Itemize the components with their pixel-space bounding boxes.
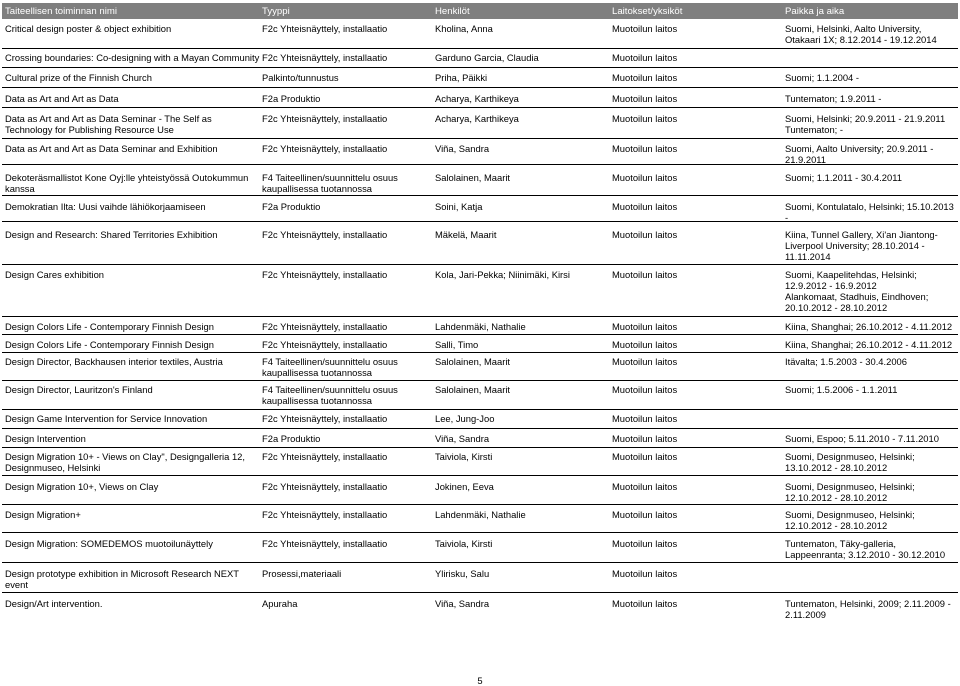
cell-name (5, 568, 259, 590)
cell-unit (612, 568, 782, 579)
cell-place (785, 23, 957, 45)
table-header (2, 3, 958, 19)
cell-persons (435, 568, 610, 579)
column-header-persons: Henkilöt (435, 6, 470, 17)
cell-line: Critical design poster & object exhibition (5, 23, 172, 34)
cell-persons (435, 433, 610, 444)
cell-name (5, 143, 259, 154)
cell-unit (612, 113, 782, 124)
cell-type (262, 143, 430, 154)
cell-line: kaupallisessa tuotannossa (262, 367, 372, 378)
cell-line: Suomi; 1.1.2004 - (785, 72, 860, 83)
cell-line: Muotoilun laitos (612, 23, 678, 34)
cell-persons (435, 538, 610, 549)
cell-line: Design Director, Backhausen interior textiles, Austria (5, 356, 223, 367)
cell-line: Design/Art intervention. (5, 598, 103, 609)
cell-line: F2c Yhteisnäyttely, installaatio (262, 321, 388, 332)
cell-line: F2c Yhteisnäyttely, installaatio (262, 52, 388, 63)
cell-line: Crossing boundaries: Co-designing with a Mayan Community (5, 52, 260, 63)
cell-line: F2c Yhteisnäyttely, installaatio (262, 339, 388, 350)
cell-line: - (785, 212, 789, 223)
cell-type (262, 538, 430, 549)
cell-type (262, 413, 430, 424)
cell-line: F2c Yhteisnäyttely, installaatio (262, 538, 388, 549)
cell-unit (612, 413, 782, 424)
row-divider (2, 195, 958, 196)
cell-line: F2c Yhteisnäyttely, installaatio (262, 23, 388, 34)
cell-unit (612, 481, 782, 492)
cell-line: kaupallisessa tuotannossa (262, 183, 372, 194)
cell-type (262, 52, 430, 63)
cell-line: Design Director, Lauritzon's Finland (5, 384, 153, 395)
cell-name (5, 451, 259, 473)
cell-line: Tuntematon, Helsinki, 2009; 2.11.2009 - (785, 598, 951, 609)
column-header-type: Tyyppi (262, 6, 290, 17)
cell-name (5, 433, 259, 444)
cell-line: Palkinto/tunnustus (262, 72, 339, 83)
cell-place (785, 113, 957, 135)
cell-line: Technology for Publishing Resource Use (5, 124, 174, 135)
row-divider (2, 264, 958, 265)
cell-line: kaupallisessa tuotannossa (262, 395, 372, 406)
cell-line: F4 Taiteellinen/suunnittelu osuus (262, 384, 398, 395)
row-divider (2, 428, 958, 429)
cell-line: Muotoilun laitos (612, 413, 678, 424)
cell-line: Muotoilun laitos (612, 269, 678, 280)
cell-line: Kiina, Tunnel Gallery, Xi'an Jiantong- (785, 229, 938, 240)
cell-line: 13.10.2012 - 28.10.2012 (785, 462, 888, 473)
cell-line: Muotoilun laitos (612, 72, 678, 83)
cell-line: Suomi, Designmuseo, Helsinki; (785, 481, 915, 492)
cell-place (785, 509, 957, 531)
cell-name (5, 172, 259, 194)
cell-line: Design Colors Life - Contemporary Finnish Design (5, 321, 214, 332)
cell-type (262, 451, 430, 462)
cell-line: 21.9.2011 (785, 154, 827, 165)
cell-persons (435, 509, 610, 520)
cell-persons (435, 451, 610, 462)
cell-unit (612, 321, 782, 332)
cell-type (262, 481, 430, 492)
cell-line: Muotoilun laitos (612, 481, 678, 492)
cell-name (5, 269, 259, 280)
cell-line: Suomi; 1.1.2011 - 30.4.2011 (785, 172, 902, 183)
cell-name (5, 509, 259, 520)
cell-line: Acharya, Karthikeya (435, 113, 519, 124)
cell-line: Design Cares exhibition (5, 269, 105, 280)
row-divider (2, 138, 958, 139)
column-header-place-time: Paikka ja aika (785, 6, 845, 17)
cell-line: Salolainen, Maarit (435, 172, 511, 183)
cell-place (785, 538, 957, 560)
cell-line: 20.10.2012 - 28.10.2012 (785, 302, 888, 313)
cell-name (5, 538, 259, 549)
cell-type (262, 356, 430, 378)
cell-line: Lahdenmäki, Nathalie (435, 321, 526, 332)
cell-line: Suomi, Aalto University; 20.9.2011 - (785, 143, 934, 154)
cell-name (5, 52, 259, 63)
cell-unit (612, 93, 782, 104)
cell-type (262, 384, 430, 406)
cell-unit (612, 201, 782, 212)
cell-persons (435, 23, 610, 34)
cell-line: Tuntematon; 1.9.2011 - (785, 93, 882, 104)
row-divider (2, 352, 958, 353)
cell-place (785, 481, 957, 503)
cell-persons (435, 201, 610, 212)
cell-name (5, 413, 259, 424)
cell-line: F4 Taiteellinen/suunnittelu osuus (262, 356, 398, 367)
cell-line: Ylirisku, Salu (435, 568, 490, 579)
cell-line: F4 Taiteellinen/suunnittelu osuus (262, 172, 398, 183)
cell-type (262, 229, 430, 240)
cell-line: Muotoilun laitos (612, 321, 678, 332)
cell-place (785, 339, 957, 350)
cell-line: Data as Art and Art as Data Seminar - The Self as (5, 113, 212, 124)
cell-unit (612, 269, 782, 280)
cell-persons (435, 113, 610, 124)
cell-place (785, 201, 957, 223)
cell-line: F2c Yhteisnäyttely, installaatio (262, 509, 388, 520)
cell-place (785, 433, 957, 444)
cell-line: Viña, Sandra (435, 433, 490, 444)
cell-line: Taiviola, Kirsti (435, 451, 493, 462)
cell-line: Tuntematon, Täky-galleria, (785, 538, 896, 549)
row-divider (2, 107, 958, 108)
row-divider (2, 316, 958, 317)
cell-line: Muotoilun laitos (612, 52, 678, 63)
cell-line: 12.10.2012 - 28.10.2012 (785, 520, 888, 531)
cell-unit (612, 339, 782, 350)
cell-line: Design Game Intervention for Service Innovation (5, 413, 208, 424)
cell-line: Muotoilun laitos (612, 598, 678, 609)
cell-persons (435, 598, 610, 609)
cell-type (262, 23, 430, 34)
cell-place (785, 143, 957, 165)
cell-type (262, 269, 430, 280)
cell-place (785, 384, 957, 395)
cell-line: Muotoilun laitos (612, 356, 678, 367)
cell-persons (435, 93, 610, 104)
cell-line: Apuraha (262, 598, 298, 609)
cell-unit (612, 433, 782, 444)
cell-place (785, 72, 957, 83)
cell-line: Salolainen, Maarit (435, 384, 511, 395)
cell-line: Kholina, Anna (435, 23, 493, 34)
cell-name (5, 72, 259, 83)
cell-line: Cultural prize of the Finnish Church (5, 72, 152, 83)
cell-line: Muotoilun laitos (612, 339, 678, 350)
cell-line: Lahdenmäki, Nathalie (435, 509, 526, 520)
cell-line: event (5, 579, 28, 590)
cell-line: Suomi, Kaapelitehdas, Helsinki; (785, 269, 917, 280)
cell-line: Design and Research: Shared Territories Exhibition (5, 229, 218, 240)
cell-name (5, 481, 259, 492)
cell-line: F2c Yhteisnäyttely, installaatio (262, 481, 388, 492)
cell-line: Taiviola, Kirsti (435, 538, 493, 549)
cell-line: Viña, Sandra (435, 143, 490, 154)
cell-line: Design Migration+ (5, 509, 81, 520)
cell-line: Muotoilun laitos (612, 113, 678, 124)
row-divider (2, 67, 958, 68)
cell-line: Muotoilun laitos (612, 143, 678, 154)
cell-line: F2c Yhteisnäyttely, installaatio (262, 143, 388, 154)
row-divider (2, 87, 958, 88)
cell-line: Demokratian Ilta: Uusi vaihde lähiökorjaamiseen (5, 201, 206, 212)
cell-line: Design Colors Life - Contemporary Finnish Design (5, 339, 214, 350)
cell-line: F2c Yhteisnäyttely, installaatio (262, 229, 388, 240)
cell-line: Design Migration: SOMEDEMOS muotoilunäyttely (5, 538, 213, 549)
cell-line: Suomi; 1.5.2006 - 1.1.2011 (785, 384, 898, 395)
row-divider (2, 504, 958, 505)
cell-name (5, 598, 259, 609)
cell-line: F2a Produktio (262, 93, 321, 104)
cell-name (5, 339, 259, 350)
cell-line: F2c Yhteisnäyttely, installaatio (262, 413, 388, 424)
cell-place (785, 93, 957, 104)
cell-unit (612, 52, 782, 63)
cell-name (5, 201, 259, 212)
cell-persons (435, 339, 610, 350)
cell-line: Muotoilun laitos (612, 451, 678, 462)
cell-line: Otakaari 1X; 8.12.2014 - 19.12.2014 (785, 34, 937, 45)
cell-place (785, 321, 957, 332)
cell-line: Suomi, Designmuseo, Helsinki; (785, 509, 915, 520)
cell-place (785, 172, 957, 183)
row-divider (2, 334, 958, 335)
cell-line: Soini, Katja (435, 201, 483, 212)
cell-line: Muotoilun laitos (612, 568, 678, 579)
cell-unit (612, 538, 782, 549)
cell-place (785, 356, 957, 367)
cell-line: Muotoilun laitos (612, 538, 678, 549)
cell-type (262, 321, 430, 332)
cell-line: 12.10.2012 - 28.10.2012 (785, 492, 888, 503)
cell-line: 12.9.2012 - 16.9.2012 (785, 280, 877, 291)
cell-type (262, 568, 430, 579)
cell-line: Lappeenranta; 3.12.2010 - 30.12.2010 (785, 549, 946, 560)
cell-line: Kiina, Shanghai; 26.10.2012 - 4.11.2012 (785, 339, 953, 350)
cell-line: F2c Yhteisnäyttely, installaatio (262, 451, 388, 462)
cell-persons (435, 52, 610, 63)
cell-persons (435, 143, 610, 154)
cell-type (262, 93, 430, 104)
cell-line: Viña, Sandra (435, 598, 490, 609)
cell-line: F2c Yhteisnäyttely, installaatio (262, 113, 388, 124)
cell-place (785, 598, 957, 620)
cell-line: Design Intervention (5, 433, 86, 444)
cell-persons (435, 413, 610, 424)
cell-line: Liverpool University; 28.10.2014 - (785, 240, 925, 251)
cell-line: Mäkelä, Maarit (435, 229, 497, 240)
cell-unit (612, 451, 782, 462)
cell-line: Muotoilun laitos (612, 384, 678, 395)
cell-unit (612, 143, 782, 154)
cell-persons (435, 229, 610, 240)
column-header-units: Laitokset/yksiköt (612, 6, 683, 17)
cell-unit (612, 509, 782, 520)
row-divider (2, 409, 958, 410)
cell-name (5, 23, 259, 34)
cell-line: Prosessi,materiaali (262, 568, 342, 579)
cell-line: Dekoteräsmallistot Kone Oyj:lle yhteistyössä Outokummun (5, 172, 249, 183)
cell-name (5, 321, 259, 332)
row-divider (2, 447, 958, 448)
row-divider (2, 592, 958, 593)
cell-persons (435, 321, 610, 332)
cell-line: Tuntematon; - (785, 124, 844, 135)
cell-persons (435, 172, 610, 183)
row-divider (2, 562, 958, 563)
cell-place (785, 229, 957, 262)
cell-unit (612, 72, 782, 83)
cell-persons (435, 481, 610, 492)
cell-line: Suomi, Espoo; 5.11.2010 - 7.11.2010 (785, 433, 939, 444)
cell-line: Design prototype exhibition in Microsoft Research NEXT (5, 568, 239, 579)
cell-name (5, 356, 259, 367)
cell-line: Salli, Timo (435, 339, 479, 350)
cell-line: Data as Art and Art as Data Seminar and Exhibition (5, 143, 218, 154)
cell-place (785, 269, 957, 313)
cell-line: Lee, Jung-Joo (435, 413, 495, 424)
cell-line: Acharya, Karthikeya (435, 93, 519, 104)
cell-type (262, 598, 430, 609)
cell-line: Itävalta; 1.5.2003 - 30.4.2006 (785, 356, 907, 367)
cell-unit (612, 384, 782, 395)
cell-type (262, 339, 430, 350)
cell-line: F2a Produktio (262, 201, 321, 212)
cell-line: Muotoilun laitos (612, 93, 678, 104)
cell-line: Muotoilun laitos (612, 433, 678, 444)
cell-unit (612, 229, 782, 240)
cell-unit (612, 356, 782, 367)
cell-name (5, 384, 259, 395)
cell-persons (435, 384, 610, 395)
cell-type (262, 201, 430, 212)
cell-line: Data as Art and Art as Data (5, 93, 119, 104)
cell-name (5, 229, 259, 240)
cell-name (5, 113, 259, 135)
cell-name (5, 93, 259, 104)
cell-line: Priha, Päikki (435, 72, 488, 83)
cell-line: Muotoilun laitos (612, 172, 678, 183)
cell-line: Designmuseo, Helsinki (5, 462, 101, 473)
cell-line: 2.11.2009 (785, 609, 827, 620)
cell-type (262, 433, 430, 444)
cell-unit (612, 23, 782, 34)
cell-line: 11.11.2014 (785, 251, 831, 262)
cell-persons (435, 269, 610, 280)
cell-line: Suomi, Helsinki, Aalto University, (785, 23, 922, 34)
cell-persons (435, 356, 610, 367)
row-divider (2, 475, 958, 476)
page-number: 5 (477, 675, 483, 686)
cell-type (262, 172, 430, 194)
cell-line: Kiina, Shanghai; 26.10.2012 - 4.11.2012 (785, 321, 953, 332)
cell-line: F2a Produktio (262, 433, 321, 444)
cell-type (262, 113, 430, 124)
row-divider (2, 380, 958, 381)
cell-line: Muotoilun laitos (612, 229, 678, 240)
row-divider (2, 532, 958, 533)
cell-line: Design Migration 10+, Views on Clay (5, 481, 159, 492)
cell-type (262, 72, 430, 83)
cell-unit (612, 172, 782, 183)
cell-line: Jokinen, Eeva (435, 481, 494, 492)
cell-persons (435, 72, 610, 83)
cell-line: Suomi, Helsinki; 20.9.2011 - 21.9.2011 (785, 113, 946, 124)
cell-unit (612, 598, 782, 609)
cell-line: F2c Yhteisnäyttely, installaatio (262, 269, 388, 280)
cell-line: Salolainen, Maarit (435, 356, 511, 367)
cell-line: Garduno Garcia, Claudia (435, 52, 539, 63)
cell-line: Design Migration 10+ - Views on Clay", Designgalleria 12, (5, 451, 245, 462)
cell-place (785, 451, 957, 473)
cell-line: Alankomaat, Stadhuis, Eindhoven; (785, 291, 929, 302)
cell-line: Kola, Jari-Pekka; Niinimäki, Kirsi (435, 269, 570, 280)
cell-line: Muotoilun laitos (612, 509, 678, 520)
row-divider (2, 48, 958, 49)
cell-line: Suomi, Designmuseo, Helsinki; (785, 451, 915, 462)
column-header-name: Taiteellisen toiminnan nimi (5, 6, 117, 17)
cell-line: Muotoilun laitos (612, 201, 678, 212)
cell-type (262, 509, 430, 520)
cell-line: kanssa (5, 183, 35, 194)
cell-line: Suomi, Kontulatalo, Helsinki; 15.10.2013 (785, 201, 954, 212)
